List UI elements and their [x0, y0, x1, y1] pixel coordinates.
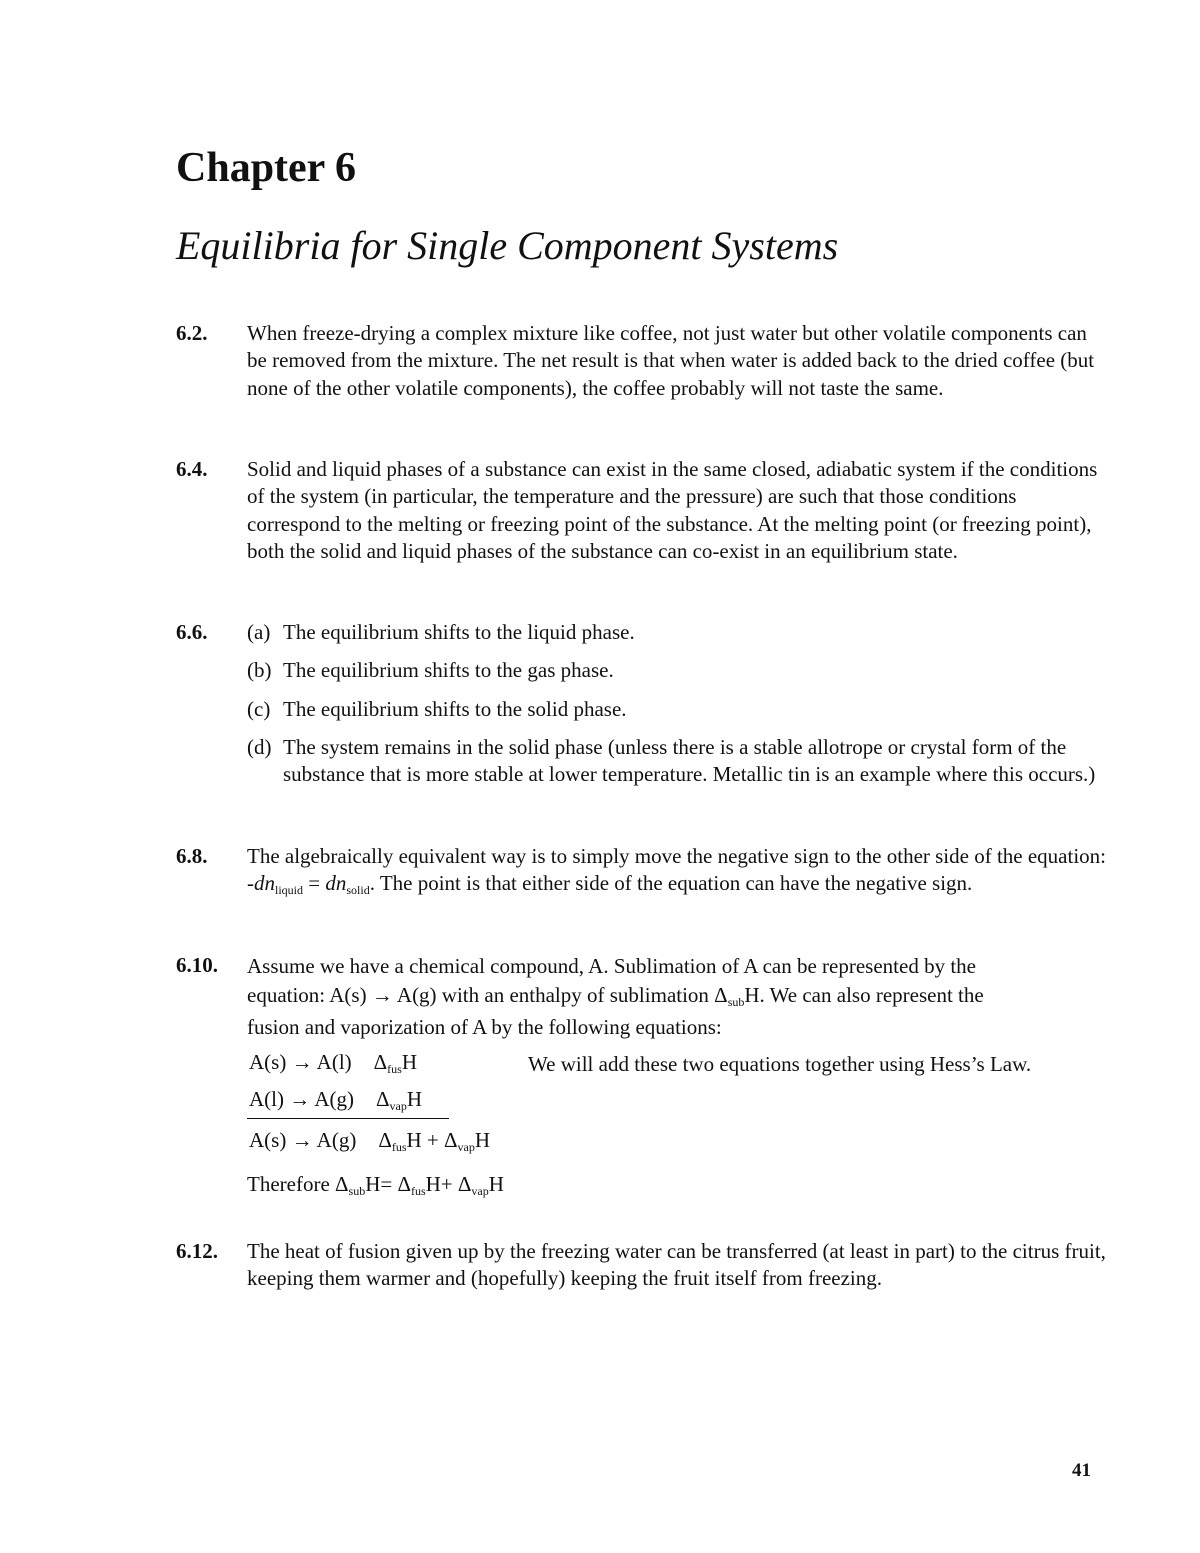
answer-text: When freeze-drying a complex mixture like coffee, not just water but other volatile components can be removed from the mixture. The net result is that when water is added back to the dried coffee (but none of the other volatile components), the coffee probably will not taste the same.: [247, 321, 1095, 400]
equation-vaporization: A(l) → A(g) $\Delta_{vap}H$: [249, 1087, 422, 1113]
sublimation-conclusion: Therefore $\Delta_{sub}H= \Delta_{fus}H+ \Delta_{vap}H$: [247, 1172, 504, 1198]
answer-6-12: [176, 1238, 1106, 1293]
sub-item-text: The equilibrium shifts to the gas phase.: [283, 658, 614, 683]
sub-item-b: [247, 657, 1106, 684]
answer-text: Solid and liquid phases of a substance can exist in the same closed, adiabatic system if the conditions of the system (in particular, the temperature and the pressure) are such that those conditions correspond to the melting or freezing point of the substance. At the melting point (or freezing point), both the solid and liquid phases of the substance can co-exist in an equilibrium state.: [247, 457, 1098, 563]
equation-rhs: dn: [325, 871, 347, 896]
sub-item-c: [247, 696, 1106, 723]
hess-law-note: We will add these two equations together using Hess’s Law.: [528, 1052, 1032, 1076]
sub-item-label: (d): [247, 734, 272, 759]
sub-item-label: (c): [247, 696, 271, 721]
answer-text: The algebraically equivalent way is to simply move the negative sign to the other side of the equation: -dnliquid = dnsolid. The point is that either side of the equation can have the negative sign.: [247, 844, 1107, 898]
chapter-subtitle: Equilibria for Single Component Systems: [176, 223, 839, 268]
sub-item-label: (b): [247, 658, 272, 683]
answer-number: 6.2.: [176, 321, 208, 345]
page-number: 41: [1072, 1460, 1091, 1481]
answer-text-line: fusion and vaporization of A by the following equations:: [247, 1015, 722, 1039]
sub-item-label: (a): [247, 620, 271, 644]
chapter-title: Chapter 6: [176, 145, 357, 191]
sub-item-text: The equilibrium shifts to the liquid phase.: [283, 620, 635, 644]
equation-lhs: -dn: [247, 871, 275, 896]
sub-item-d: [247, 734, 1106, 789]
answer-text-line: equation: A(s) → A(g) with an enthalpy of sublimation ΔsubH. We can also represent the: [247, 983, 984, 1009]
answer-6-8: [176, 843, 1106, 901]
answer-number: 6.12.: [176, 1239, 218, 1263]
answer-text: The heat of fusion given up by the freezing water can be transferred (at least in part) to the citrus fruit, keeping them warmer and (hopefully) keeping the fruit itself from freezing.: [247, 1239, 1106, 1291]
answer-number: 6.4.: [176, 457, 208, 481]
sub-item-a: [247, 619, 1106, 646]
sub-item-text: The system remains in the solid phase (unless there is a stable allotrope or crystal form of the substance that is more stable at lower temperature. Metallic tin is an example where this occurs.): [283, 734, 1096, 787]
answer-number: 6.8.: [176, 844, 208, 868]
answer-text-line: Assume we have a chemical compound, A. Sublimation of A can be represented by the: [247, 954, 976, 978]
equation-fusion: A(s) → A(l) $\Delta_{fus}H$: [249, 1050, 418, 1076]
answer-6-2: [176, 320, 1106, 402]
equation-sum: A(s) → A(g) $\Delta_{fus}H + \Delta_{vap}H$: [249, 1128, 491, 1154]
sum-divider-line: [247, 1118, 449, 1119]
answer-number: 6.10.: [176, 953, 218, 977]
answer-6-10: [176, 952, 1106, 1042]
answer-6-6: [176, 619, 1106, 799]
answer-6-4: [176, 456, 1106, 565]
answer-number: 6.6.: [176, 620, 208, 644]
sub-item-text: The equilibrium shifts to the solid phase.: [283, 696, 627, 721]
